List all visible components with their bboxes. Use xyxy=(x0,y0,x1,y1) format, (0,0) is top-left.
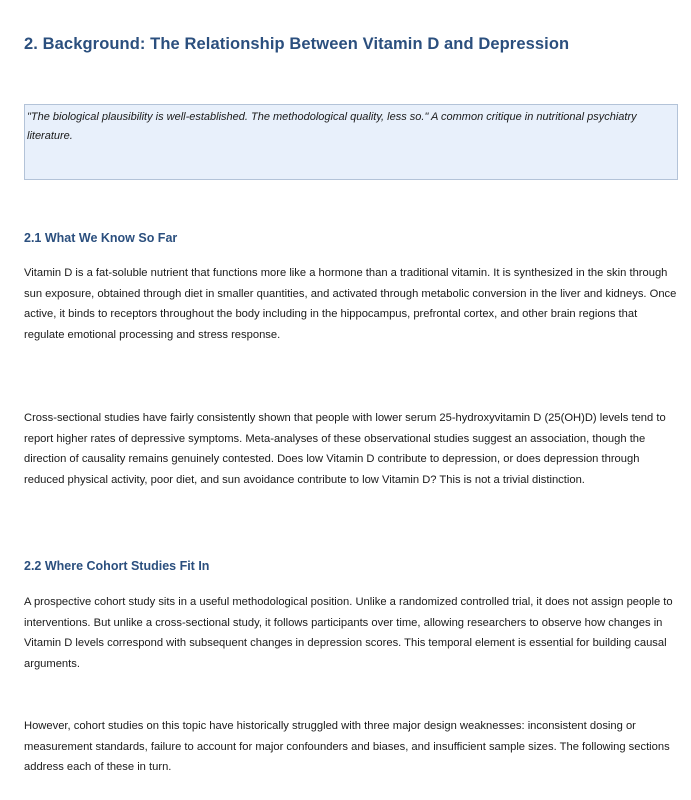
paragraph-prospective-cohort: A prospective cohort study sits in a useful methodological position. Unlike a randomized controlled trial, it does not assign people to interventions. But unlike a cross-sectional study, it follows participants over time, allowing researchers to observe how changes in Vitamin D levels correspond with subsequent changes in depression scores. This temporal element is essential for building causal arguments. xyxy=(24,596,673,670)
section-title: 2. Background: The Relationship Between Vitamin D and Depression xyxy=(24,35,570,53)
subsection-title-cohort-studies: 2.2 Where Cohort Studies Fit In xyxy=(24,559,210,573)
quote-box xyxy=(24,104,678,180)
paragraph-design-weaknesses: However, cohort studies on this topic have historically struggled with three major design weaknesses: inconsistent dosing or measurement standards, failure to account for major confounders and biases, and insufficient sample sizes. The following sections address each of these in turn. xyxy=(24,720,670,773)
subsection-title-what-we-know: 2.1 What We Know So Far xyxy=(24,231,178,245)
paragraph-cross-sectional-studies: Cross-sectional studies have fairly consistently shown that people with lower serum 25-hydroxyvitamin D (25(OH)D) levels tend to report higher rates of depressive symptoms. Meta-analyses of these observational studies suggest an association, though the direction of causality remains genuinely contested. Does low Vitamin D contribute to depression, or does depression through reduced physical activity, poor diet, and sun avoidance contribute to low Vitamin D? This is not a trivial distinction. xyxy=(24,412,666,486)
quote-attribution: A common critique in nutritional psychiatry literature. xyxy=(27,111,637,142)
quote-paragraph xyxy=(27,108,673,146)
quote-text: "The biological plausibility is well-established. The methodological quality, less so." xyxy=(27,111,429,123)
paragraph-vitamin-d-overview: Vitamin D is a fat-soluble nutrient that functions more like a hormone than a traditional vitamin. It is synthesized in the skin through sun exposure, obtained through diet in smaller quantities, and activated through metabolic conversion in the liver and kidneys. Once active, it binds to receptors throughout the body including in the hippocampus, prefrontal cortex, and other brain regions that regulate emotional processing and stress response. xyxy=(24,267,677,341)
